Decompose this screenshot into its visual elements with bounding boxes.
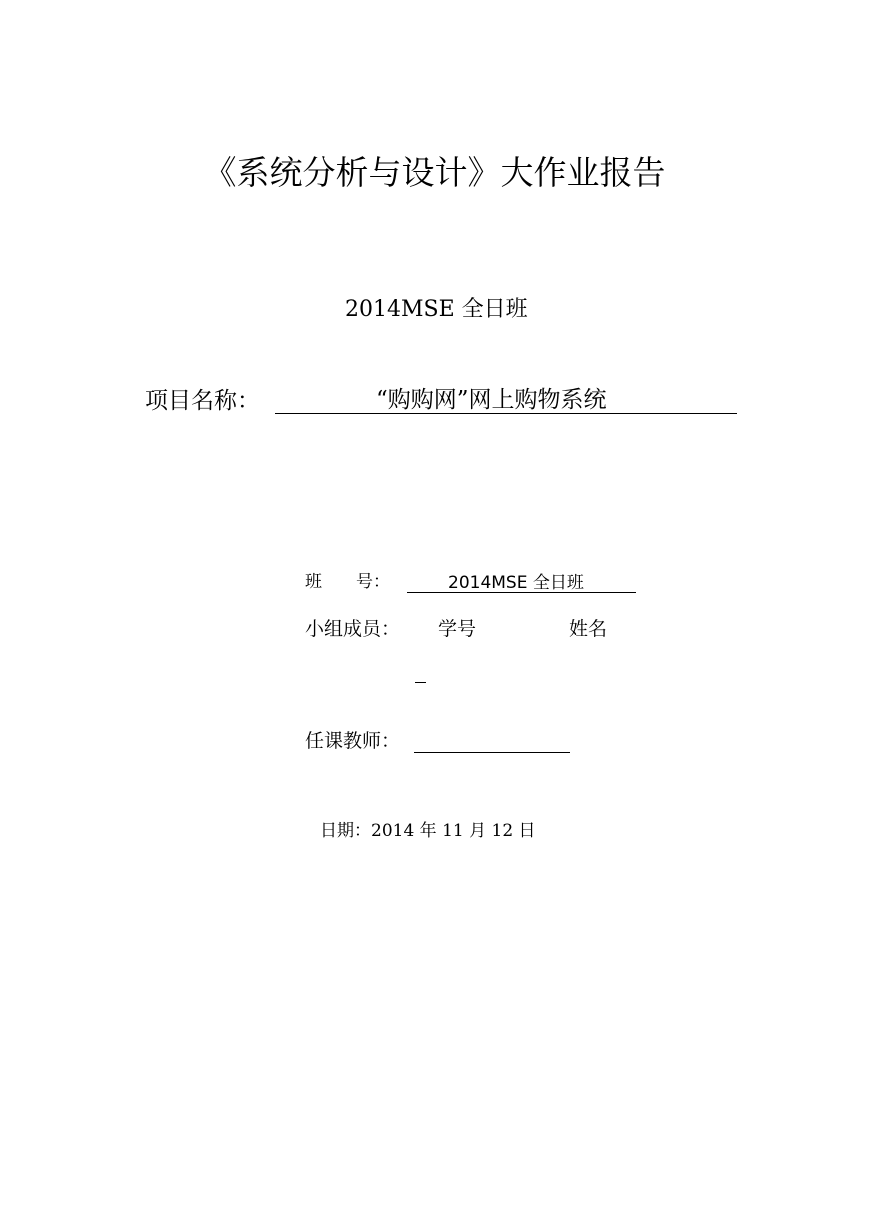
group-members-label: 小组成员： [305,618,401,640]
student-name-column-header: 姓名 [569,618,608,640]
report-date: 日期：2014 年 11 月 12 日 [320,821,536,841]
report-subtitle: 2014MSE 全日班 [345,297,528,322]
project-name-label: 项目名称： [145,388,260,414]
class-number-label: 班 号： [305,572,390,592]
project-name-value: “购购网”网上购物系统 [376,387,607,413]
project-name-underline [275,413,737,414]
student-id-column-header: 学号 [438,618,477,640]
member-blank-mark [415,682,426,683]
teacher-label: 任课教师： [305,730,401,752]
class-number-value: 2014MSE 全日班 [448,573,584,593]
teacher-underline [414,752,570,753]
report-title: 《系统分析与设计》大作业报告 [203,153,666,192]
